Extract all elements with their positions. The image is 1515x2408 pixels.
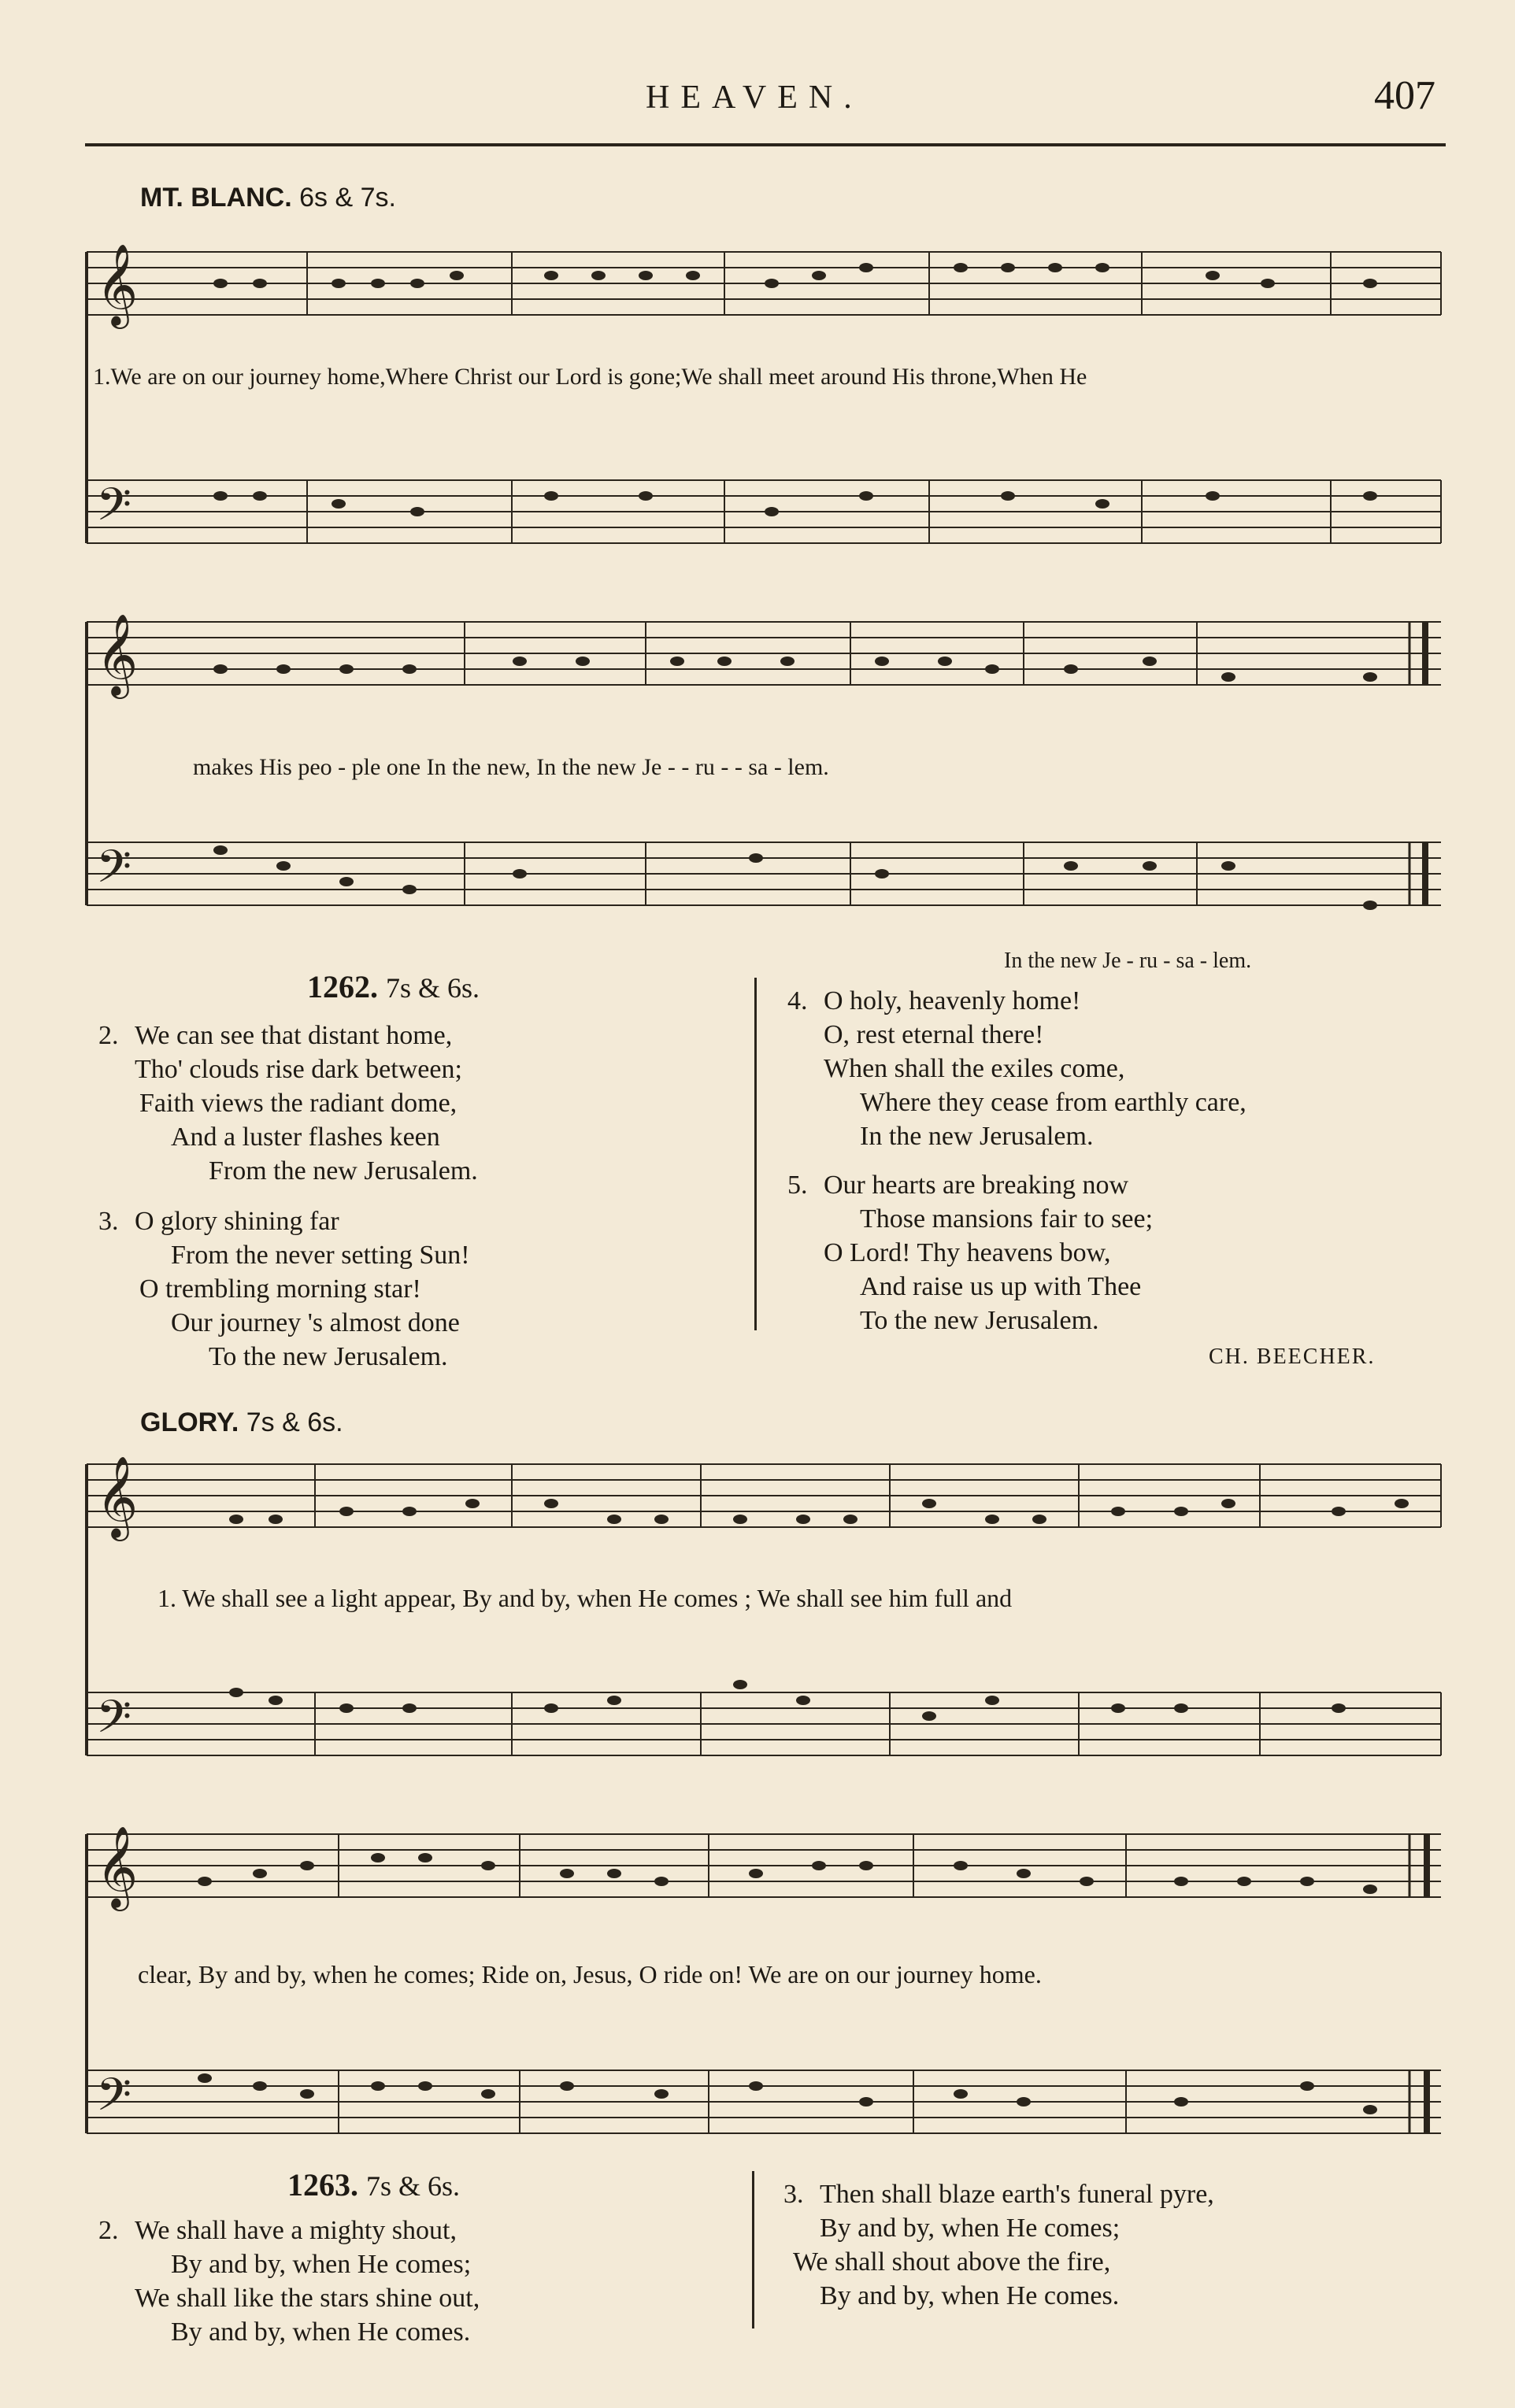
verse-line: In the new Jerusalem.: [860, 1122, 1094, 1151]
verse-number: 2.: [98, 1021, 119, 1050]
column-divider: [754, 978, 757, 1330]
verse-number: 3.: [783, 2180, 804, 2209]
verse-line: O holy, heavenly home!: [824, 986, 1081, 1015]
tune-meter: 6s & 7s.: [299, 183, 396, 213]
verse-line: And a luster flashes keen: [171, 1123, 440, 1152]
verse-line: O Lord! Thy heavens bow,: [824, 1238, 1111, 1267]
header-rule: [85, 143, 1446, 146]
verse-number: 2.: [98, 2216, 119, 2245]
verse-line: From the new Jerusalem.: [209, 1156, 478, 1186]
svg-text:𝄢: 𝄢: [96, 478, 132, 542]
verse-1263-2: [98, 2214, 480, 2349]
verse-line: Our journey 's almost done: [171, 1308, 460, 1337]
hymn-number-1263: [287, 2166, 460, 2203]
page-number: 407: [1374, 73, 1435, 118]
verse-line: O trembling morning star!: [139, 1274, 421, 1304]
svg-text:𝄢: 𝄢: [96, 2068, 132, 2132]
svg-text:𝄞: 𝄞: [96, 1456, 139, 1538]
running-title: HEAVEN.: [646, 80, 863, 116]
verse-4: [787, 984, 1246, 1153]
verse-line: We can see that distant home,: [135, 1021, 453, 1050]
hymn-meter: 7s & 6s.: [366, 2170, 461, 2202]
hymn-author: CH. BEECHER.: [1209, 1345, 1376, 1369]
verse-line: Our hearts are breaking now: [824, 1171, 1129, 1200]
verse-number: 3.: [98, 1207, 119, 1236]
verse-line: When shall the exiles come,: [824, 1054, 1125, 1083]
svg-text:𝄢: 𝄢: [96, 840, 132, 904]
svg-text:𝄞: 𝄞: [96, 1825, 139, 1908]
lyric-line-3: 1. We shall see a light appear, By and by, when He comes ; We shall see him full and: [157, 1584, 1013, 1612]
svg-text:𝄢: 𝄢: [96, 1690, 132, 1755]
hymn-number: 1262.: [307, 969, 378, 1004]
hymn-number-1262: [307, 968, 480, 1005]
lyric-line-2: makes His peo - ple one In the new, In the new Je - - ru - - sa - lem.: [193, 754, 829, 780]
verse-5: [787, 1168, 1153, 1337]
verse-line: Those mansions fair to see;: [860, 1204, 1154, 1234]
hymn-meter: 7s & 6s.: [386, 972, 480, 1004]
verse-line: Then shall blaze earth's funeral pyre,: [820, 2180, 1214, 2209]
verse-number: 4.: [787, 986, 808, 1015]
verse-2: [98, 1019, 478, 1188]
verse-line: We shall shout above the fire,: [793, 2247, 1111, 2277]
lyric-line-4: clear, By and by, when he comes; Ride on, Jesus, O ride on! We are on our journey home.: [138, 1960, 1042, 1988]
lyric-line-1: 1.We are on our journey home,Where Christ our Lord is gone;We shall meet around His throne,When He: [93, 364, 1087, 390]
verse-line: O glory shining far: [135, 1207, 339, 1236]
verse-line: To the new Jerusalem.: [209, 1342, 448, 1371]
verse-line: By and by, when He comes;: [171, 2250, 472, 2279]
verse-3: [98, 1204, 470, 1374]
verse-line: Tho' clouds rise dark between;: [135, 1055, 462, 1084]
lyric-line-2-bass: In the new Je - ru - sa - lem.: [1004, 949, 1252, 973]
verse-line: By and by, when He comes.: [171, 2317, 471, 2347]
verse-line: And raise us up with Thee: [860, 1272, 1142, 1301]
verse-line: From the never setting Sun!: [171, 1241, 470, 1270]
verse-line: We shall like the stars shine out,: [135, 2284, 480, 2313]
tune-title-glory: [140, 1407, 343, 1438]
verse-line: By and by, when He comes.: [820, 2281, 1120, 2310]
tune-title-mt-blanc: [140, 183, 396, 213]
tune-name: MT. BLANC.: [140, 183, 292, 213]
svg-text:𝄞: 𝄞: [96, 613, 139, 696]
verse-line: To the new Jerusalem.: [860, 1306, 1099, 1335]
verse-line: Where they cease from earthly care,: [860, 1088, 1246, 1117]
verse-number: 5.: [787, 1171, 808, 1200]
verse-line: We shall have a mighty shout,: [135, 2216, 457, 2245]
page-header: [0, 0, 1515, 157]
tune-meter: 7s & 6s.: [246, 1407, 343, 1437]
verse-line: O, rest eternal there!: [824, 1020, 1044, 1049]
svg-text:𝄞: 𝄞: [96, 243, 139, 326]
hymn-number: 1263.: [287, 2167, 358, 2203]
verse-line: By and by, when He comes;: [820, 2214, 1121, 2243]
column-divider: [752, 2171, 754, 2328]
tune-name: GLORY.: [140, 1407, 239, 1437]
verse-line: Faith views the radiant dome,: [139, 1089, 457, 1118]
verse-1263-3: [783, 2177, 1214, 2313]
music-system-1: [79, 228, 1449, 559]
